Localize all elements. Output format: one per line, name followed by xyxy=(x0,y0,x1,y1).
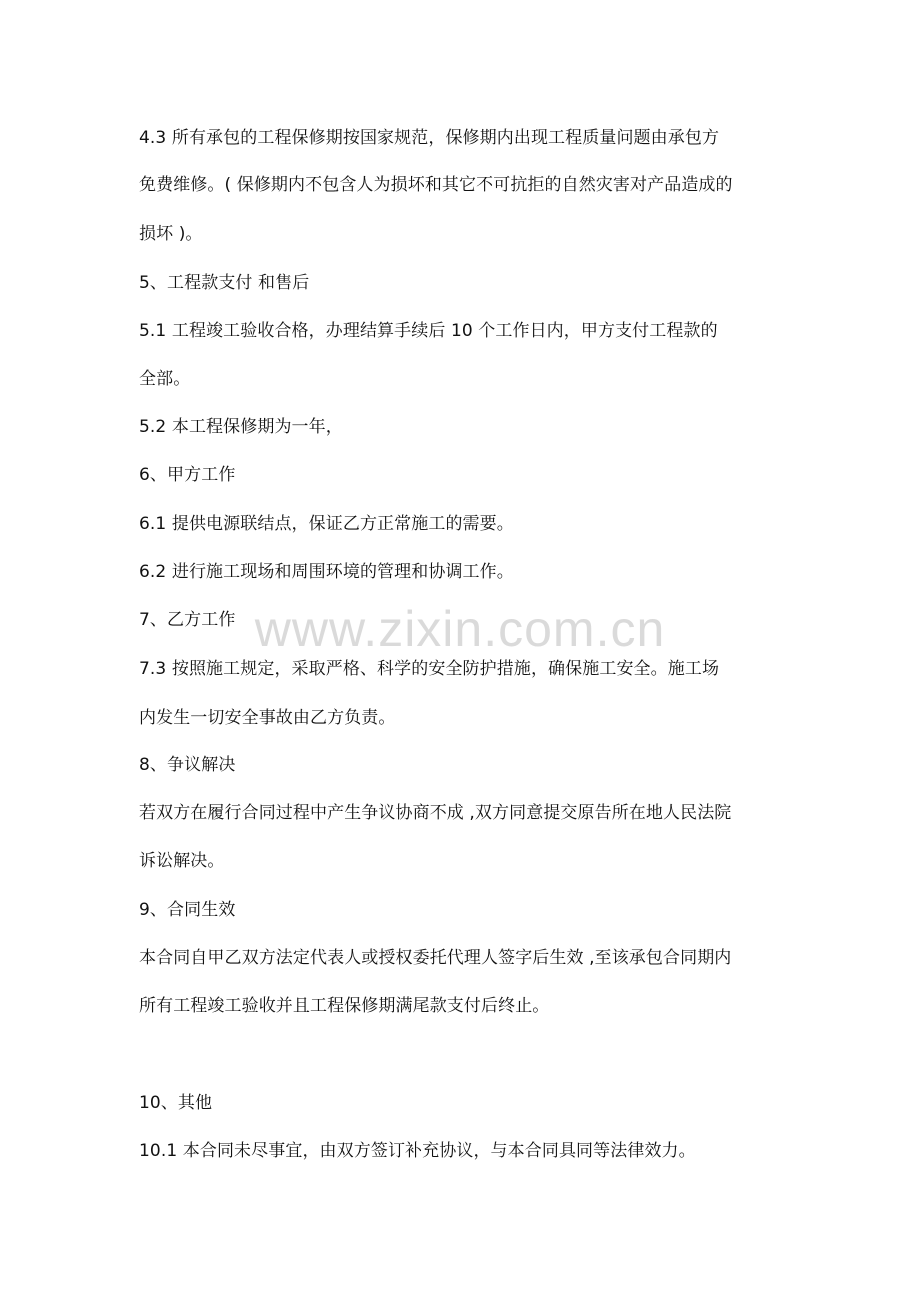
text-line: 6.1 提供电源联结点，保证乙方正常施工的需要。 xyxy=(139,514,514,534)
text-line: 内发生一切安全事故由乙方负责。 xyxy=(139,708,396,728)
section-heading: 9、合同生效 xyxy=(139,900,236,920)
text-line: 本合同自甲乙双方法定代表人或授权委托代理人签字后生效 ,至该承包合同期内 xyxy=(139,948,732,968)
section-heading: 6、甲方工作 xyxy=(139,465,236,485)
text-line: 5.1 工程竣工验收合格，办理结算手续后 10 个工作日内，甲方支付工程款的 xyxy=(139,321,718,341)
text-line: 6.2 进行施工现场和周围环境的管理和协调工作。 xyxy=(139,562,514,582)
text-line: 若双方在履行合同过程中产生争议协商不成 ,双方同意提交原告所在地人民法院 xyxy=(139,803,732,823)
text-line: 诉讼解决。 xyxy=(139,851,225,871)
section-heading: 7、乙方工作 xyxy=(139,610,236,630)
text-line: 5.2 本工程保修期为一年， xyxy=(139,417,343,437)
section-heading: 10、其他 xyxy=(139,1093,213,1113)
section-heading: 8、争议解决 xyxy=(139,755,236,775)
text-line: 所有工程竣工验收并且工程保修期满尾款支付后终止。 xyxy=(139,996,550,1016)
text-line: 损坏 )。 xyxy=(139,224,203,244)
text-line: 4.3 所有承包的工程保修期按国家规范，保修期内出现工程质量问题由承包方 xyxy=(139,128,720,148)
text-line: 10.1 本合同未尽事宜，由双方签订补充协议，与本合同具同等法律效力。 xyxy=(139,1141,696,1161)
text-line: 免费维修。( 保修期内不包含人为损坏和其它不可抗拒的自然灾害对产品造成的 xyxy=(139,175,733,195)
text-line: 全部。 xyxy=(139,369,191,389)
section-heading: 5、工程款支付 和售后 xyxy=(139,273,310,293)
text-line: 7.3 按照施工规定，采取严格、科学的安全防护措施，确保施工安全。施工场 xyxy=(139,659,720,679)
watermark: www.zixin.com.cn xyxy=(254,601,666,657)
